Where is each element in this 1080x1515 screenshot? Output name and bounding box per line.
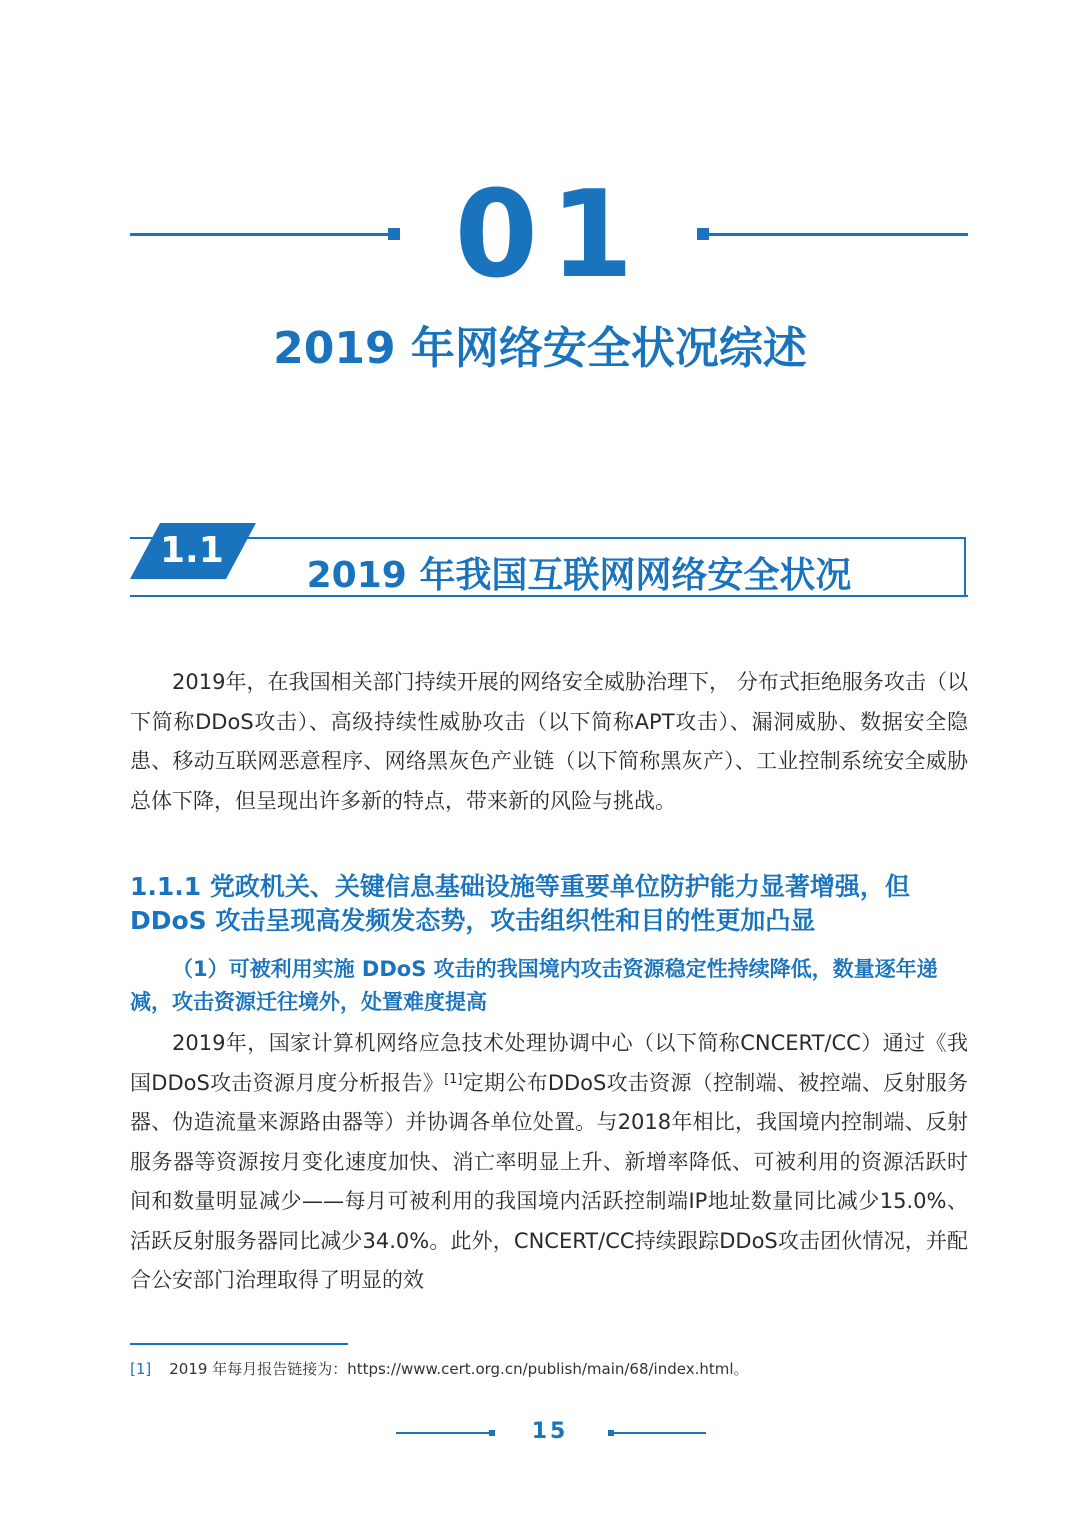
- footnote-reference[interactable]: [1]: [444, 1071, 463, 1087]
- chapter-header: [0, 166, 1080, 305]
- section-title: 2019 年我国互联网网络安全状况: [306, 555, 852, 596]
- footnote-text: 2019 年每月报告链接为：https://www.cert.org.cn/publish/main/68/index.html。: [169, 1360, 749, 1378]
- page-number-rule-left: [396, 1432, 492, 1434]
- page-number-dot-left: [489, 1430, 495, 1436]
- page-number: 15: [531, 1419, 569, 1444]
- page-number-rule-right: [610, 1432, 706, 1434]
- chapter-rule-left: [130, 233, 388, 236]
- footnote-rule: [130, 1343, 348, 1345]
- footnote-mark: [1]: [130, 1360, 152, 1378]
- body-text-before-ref: 2019年，国家计算机网络应急技术处理协调中心（以下简称CNCERT/CC）通过《我国DDoS攻击资源月度分析报告》: [130, 1031, 968, 1095]
- subsection-heading: 1.1.1 党政机关、关键信息基础设施等重要单位防护能力显著增强，但DDoS 攻击呈现高发频发态势，攻击组织性和目的性更加凸显: [130, 872, 910, 935]
- section-number: 1.1: [160, 530, 224, 571]
- chapter-rule-right: [705, 233, 968, 236]
- chapter-number: 01: [454, 166, 646, 305]
- footnote: [130, 1358, 749, 1379]
- intro-paragraph: 2019年，在我国相关部门持续开展的网络安全威胁治理下， 分布式拒绝服务攻击（以下简称DDoS攻击）、高级持续性威胁攻击（以下简称APT攻击）、漏洞威胁、数据安全隐患、移动互联网恶意程序、网络黑灰色产业链（以下简称黑灰产）、工业控制系统安全威胁总体下降，但呈现出许多新的特点，带来新的风险与挑战。: [130, 670, 968, 813]
- body-text-after-ref: 定期公布DDoS攻击资源（控制端、被控端、反射服务器、伪造流量来源路由器等）并协调各单位处置。与2018年相比，我国境内控制端、反射服务器等资源按月变化速度加快、消亡率明显上升、新增率降低、可被利用的资源活跃时间和数量明显减少——每月可被利用的我国境内活跃控制端IP地址数量同比减少15.0%、活跃反射服务器同比减少34.0%。此外，CNCERT/CC持续跟踪DDoS攻击团伙情况，并配合公安部门治理取得了明显的效: [130, 1070, 968, 1292]
- subsubsection-heading: （1）可被利用实施 DDoS 攻击的我国境内攻击资源稳定性持续降低，数量逐年递减，攻击资源迁往境外，处置难度提高: [130, 957, 938, 1014]
- chapter-rule-square-left: [388, 228, 400, 240]
- chapter-title: 2019 年网络安全状况综述: [273, 323, 807, 374]
- body-paragraph: [130, 1024, 968, 1301]
